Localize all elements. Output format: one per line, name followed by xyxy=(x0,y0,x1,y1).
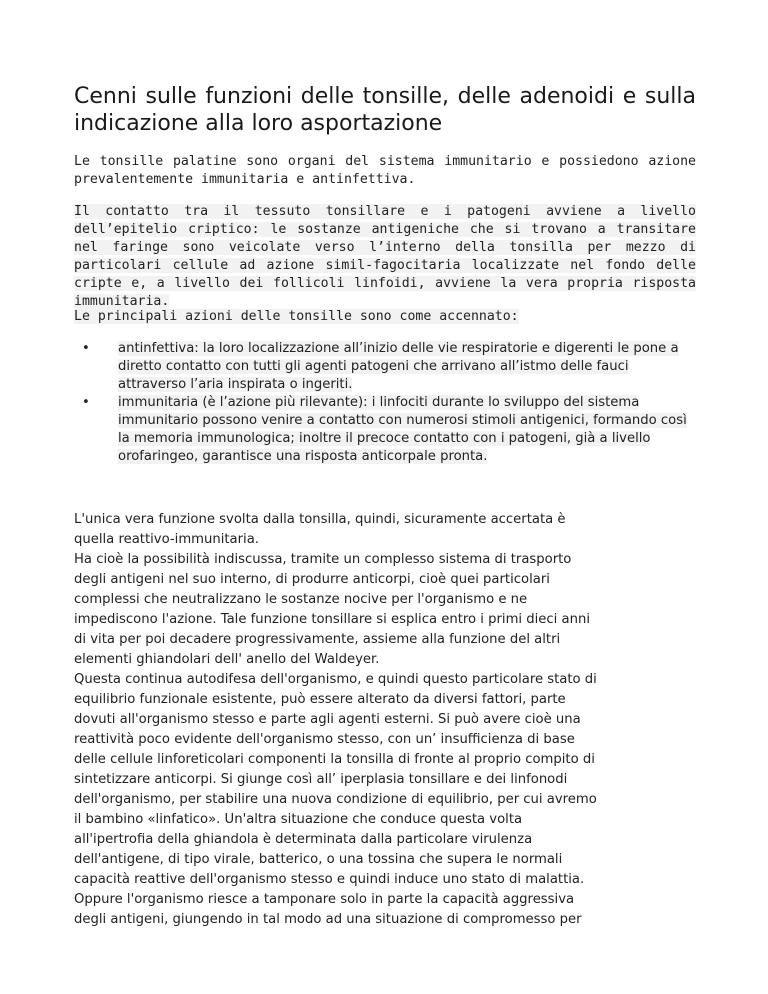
body-line: di vita per poi decadere progressivamente, assieme alla funzione del altri xyxy=(74,632,561,647)
actions-list xyxy=(82,340,692,466)
body-line: impediscono l'azione. Tale funzione tonsillare si esplica entro i primi dieci anni xyxy=(74,612,590,627)
list-item-text: immunitaria (è l’azione più rilevante): i linfociti durante lo sviluppo del sistema immunitario possono venire a contatto con numerosi stimoli antigenici, formando così la memoria immunologica; inoltre il precoce contatto con i patogeni, già a livello orofaringeo, garantisce una risposta anticorpale pronta. xyxy=(118,395,687,464)
body-line: all'ipertrofia della ghiandola è determinata dalla particolare virulenza xyxy=(74,832,533,847)
contact-text: Il contatto tra il tessuto tonsillare e i patogeni avviene a livello dell’epitelio criptico: le sostanze antigeniche che si trovano a transitare nel faringe sono veicolate verso l’interno della tonsilla per mezzo di particolari cellule ad azione simil-fagocitaria localizzate nel fondo delle cripte e, a livello dei follicoli linfoidi, avviene la vera propria risposta immunitaria. xyxy=(74,204,696,309)
body-line: delle cellule linforeticolari componenti la tonsilla di fronte al proprio compito di xyxy=(74,752,595,767)
bullet-icon: • xyxy=(82,395,90,410)
contact-paragraph xyxy=(74,203,696,311)
bullet-icon: • xyxy=(82,341,90,356)
body-line: dovuti all'organismo stesso e parte agli agenti esterni. Si può avere cioè una xyxy=(74,712,581,727)
body-line: elementi ghiandolari dell' anello del Waldeyer. xyxy=(74,652,380,667)
body-line: degli antigeni nel suo interno, di produrre anticorpi, cioè quei particolari xyxy=(74,572,550,587)
intro-paragraph xyxy=(74,153,696,189)
body-line: dell'antigene, di tipo virale, batterico, o una tossina che supera le normali xyxy=(74,852,563,867)
actions-intro-paragraph xyxy=(74,308,696,326)
body-line: Ha cioè la possibilità indiscussa, tramite un complesso sistema di trasporto xyxy=(74,552,572,567)
body-line: quella reattivo-immunitaria. xyxy=(74,532,259,547)
body-line: degli antigeni, giungendo in tal modo ad una situazione di compromesso per xyxy=(74,912,582,927)
actions-intro-text: Le principali azioni delle tonsille sono come accennato: xyxy=(74,309,519,324)
body-line: capacità reattive dell'organismo stesso e quindi induce uno stato di malattia. xyxy=(74,872,585,887)
body-text xyxy=(74,510,696,930)
body-line: reattività poco evidente dell'organismo stesso, con un’ insufficienza di base xyxy=(74,732,575,747)
document-title: Cenni sulle funzioni delle tonsille, delle adenoidi e sulla indicazione alla loro asportazione xyxy=(74,84,696,136)
body-line: Questa continua autodifesa dell'organismo, e quindi questo particolare stato di xyxy=(74,672,597,687)
body-line: il bambino «linfatico». Un'altra situazione che conduce questa volta xyxy=(74,812,523,827)
list-item-text: antinfettiva: la loro localizzazione all’inizio delle vie respiratorie e digerenti le pone a diretto contatto con tutti gli agenti patogeni che arrivano all’istmo delle fauci attraverso l’aria inspirata o ingeriti. xyxy=(118,341,679,392)
body-line: complessi che neutralizzano le sostanze nocive per l'organismo e ne xyxy=(74,592,528,607)
list-item xyxy=(82,340,692,394)
body-line: Oppure l'organismo riesce a tamponare solo in parte la capacità aggressiva xyxy=(74,892,575,907)
body-line: dell'organismo, per stabilire una nuova condizione di equilibrio, per cui avremo xyxy=(74,792,597,807)
body-line: equilibrio funzionale esistente, può essere alterato da diversi fattori, parte xyxy=(74,692,566,707)
list-item xyxy=(82,394,692,466)
body-line: L'unica vera funzione svolta dalla tonsilla, quindi, sicuramente accertata è xyxy=(74,512,566,527)
intro-text: Le tonsille palatine sono organi del sistema immunitario e possiedono azione prevalentemente immunitaria e antinfettiva. xyxy=(74,154,696,187)
body-line: sintetizzare anticorpi. Si giunge così all’ iperplasia tonsillare e dei linfonodi xyxy=(74,772,568,787)
